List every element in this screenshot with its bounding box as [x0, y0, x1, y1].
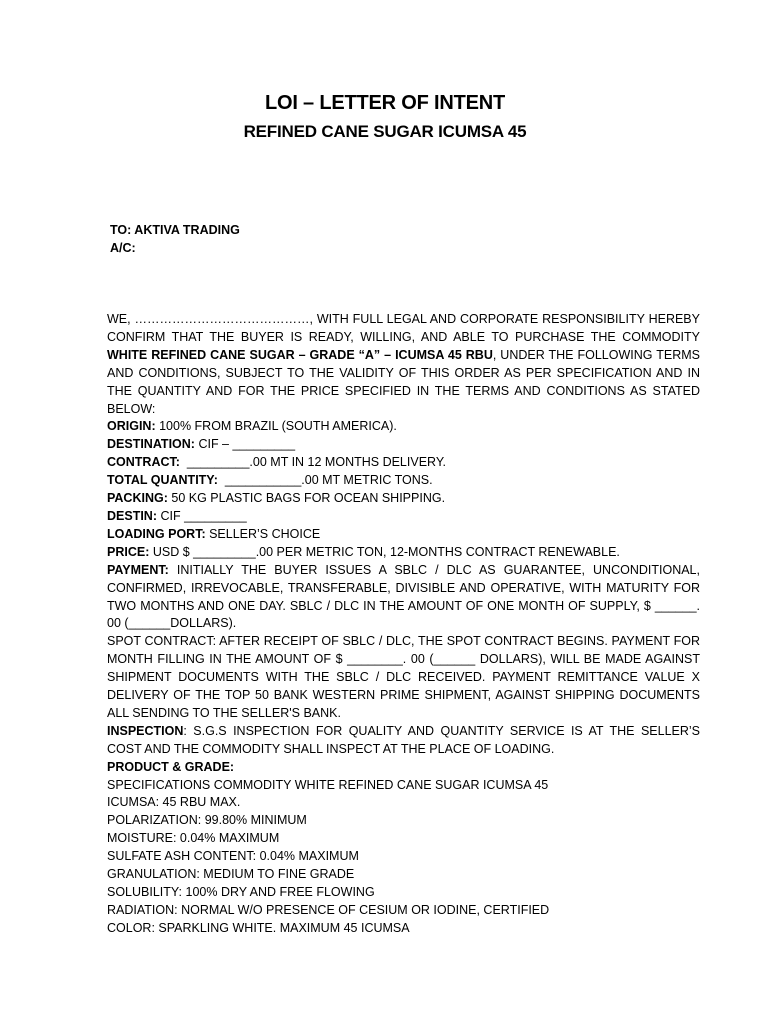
spec-line: ICUMSA: 45 RBU MAX. [107, 795, 241, 810]
term-price [107, 544, 700, 562]
term-label: PACKING: [107, 491, 168, 506]
spot-contract-paragraph: SPOT CONTRACT: AFTER RECEIPT OF SBLC / DLC, THE SPOT CONTRACT BEGINS. PAYMENT FOR MONTH FILLING IN THE AMOUNT OF $ ________. 00 (______ DOLLARS), WILL BE MADE AGAINST SHIPMENT DOCUMENTS WITH THE SBLC / DLC RECEIVED. PAYMENT REMITTANCE VALUE X DELIVERY OF THE TOP 50 BANK WESTERN PRIME SHIPMENT, AGAINST SHIPPING DOCUMENTS ALL SENDING TO THE SELLER'S BANK. [107, 634, 700, 720]
term-value: CIF _________ [157, 508, 247, 523]
term-label: TOTAL QUANTITY: [107, 473, 218, 488]
term-value: 100% FROM BRAZIL (SOUTH AMERICA). [155, 419, 397, 434]
term-label: CONTRACT: [107, 455, 180, 470]
letter-body [107, 311, 700, 938]
term-value: CIF – _________ [194, 437, 296, 452]
term-label: ORIGIN: [107, 419, 156, 434]
document-title: LOI – LETTER OF INTENT [264, 92, 506, 114]
spec-line: SOLUBILITY: 100% DRY AND FREE FLOWING [107, 885, 375, 899]
document-subtitle: REFINED CANE SUGAR ICUMSA 45 [243, 122, 527, 141]
spec-line: GRANULATION: MEDIUM TO FINE GRADE [107, 867, 355, 882]
account-line: A/C: [110, 241, 136, 255]
term-destin [107, 508, 700, 526]
spec-line: SULFATE ASH CONTENT: 0.04% MAXIMUM [107, 849, 359, 864]
term-label: DESTINATION: [107, 437, 195, 452]
term-total-quantity [107, 472, 700, 490]
inspection-label: INSPECTION [107, 723, 184, 738]
term-label: DESTIN: [107, 508, 157, 523]
payment-text: INITIALLY THE BUYER ISSUES A SBLC / DLC AS GUARANTEE, UNCONDITIONAL, CONFIRMED, IRREVOCABLE, TRANSFERABLE, DIVISIBLE AND OPERATIVE, WITH MATURITY FOR TWO MONTHS AND ONE DAY. SBLC / DLC IN THE AMOUNT OF ONE MONTH OF SUPPLY, $ ______. 00 (______DOLLARS). [107, 562, 700, 631]
term-value: _________.00 MT IN 12 MONTHS DELIVERY. [179, 455, 447, 470]
spec-line: MOISTURE: 0.04% MAXIMUM [107, 831, 280, 846]
spec-line: COLOR: SPARKLING WHITE. MAXIMUM 45 ICUMSA [107, 920, 410, 935]
commodity-name: WHITE REFINED CANE SUGAR – GRADE “A” – ICUMSA 45 RBU [107, 347, 493, 362]
term-destination [107, 436, 700, 454]
product-grade-heading: PRODUCT & GRADE: [107, 759, 235, 774]
term-origin [107, 418, 700, 436]
term-loading-port [107, 526, 700, 544]
inspection-paragraph [107, 723, 700, 759]
term-contract [107, 454, 700, 472]
spec-line: RADIATION: NORMAL W/O PRESENCE OF CESIUM OR IODINE, CERTIFIED [107, 902, 550, 917]
spec-line: POLARIZATION: 99.80% MINIMUM [107, 813, 307, 828]
intro-paragraph [107, 311, 700, 418]
intro-text-2: , UNDER THE FOLLOWING TERMS AND CONDITIONS, SUBJECT TO THE VALIDITY OF THIS ORDER AS PER SPECIFICATION AND IN THE QUANTITY AND FOR THE PRICE SPECIFIED IN THE TERMS AND CONDITIONS AS STATED BELOW: [107, 347, 700, 416]
intro-text-1: WE, ……………………………………, WITH FULL LEGAL AND CORPORATE RESPONSIBILITY HEREBY CONFIRM THAT THE BUYER IS READY, WILLING, AND ABLE TO PURCHASE THE COMMODITY [107, 312, 700, 344]
term-value: USD $ _________.00 PER METRIC TON, 12-MONTHS CONTRACT RENEWABLE. [149, 544, 620, 559]
term-value: SELLER’S CHOICE [205, 526, 321, 541]
term-label: LOADING PORT: [107, 526, 206, 541]
recipient-line: TO: AKTIVA TRADING [110, 223, 240, 237]
term-value: 50 KG PLASTIC BAGS FOR OCEAN SHIPPING. [167, 491, 446, 506]
payment-paragraph [107, 562, 700, 634]
spec-line: SPECIFICATIONS COMMODITY WHITE REFINED CANE SUGAR ICUMSA 45 [107, 777, 549, 792]
term-label: PRICE: [107, 544, 150, 559]
term-value: ___________.00 MT METRIC TONS. [217, 473, 433, 488]
term-packing [107, 490, 700, 508]
payment-label: PAYMENT: [107, 562, 169, 577]
inspection-text: : S.G.S INSPECTION FOR QUALITY AND QUANTITY SERVICE IS AT THE SELLER’S COST AND THE COMMODITY SHALL INSPECT AT THE PLACE OF LOADING. [107, 723, 700, 756]
